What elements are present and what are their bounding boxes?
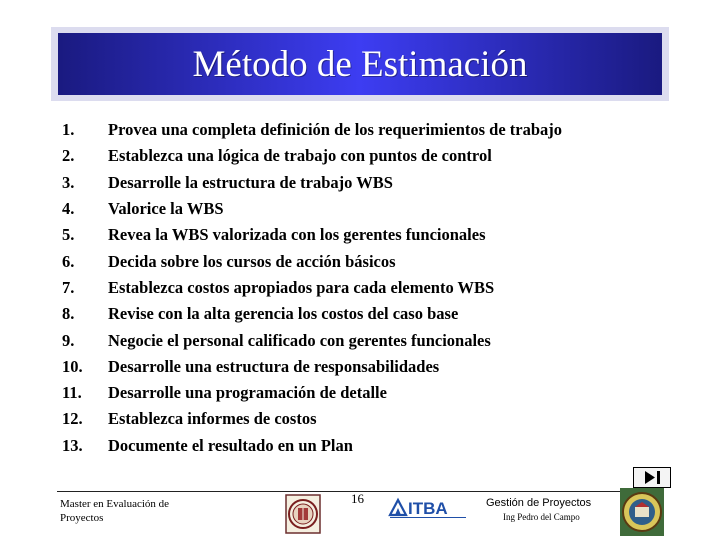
step-number: 2. <box>62 146 75 166</box>
skip-to-end-icon <box>641 470 663 485</box>
step-number: 11. <box>62 383 82 403</box>
steps-list <box>62 117 682 459</box>
step-item <box>62 433 682 459</box>
title-bar <box>58 33 662 95</box>
step-number: 9. <box>62 330 75 350</box>
step-text: Decida sobre los cursos de acción básicos <box>108 251 396 271</box>
step-number: 3. <box>62 172 75 192</box>
step-item <box>62 354 682 380</box>
author-name: Ing Pedro del Campo <box>503 512 580 522</box>
step-text: Establezca costos apropiados para cada elemento WBS <box>108 277 495 297</box>
skip-to-end-button[interactable] <box>633 467 671 488</box>
step-item <box>62 327 682 353</box>
step-text: Establezca una lógica de trabajo con puntos de control <box>108 146 492 166</box>
step-item <box>62 248 682 274</box>
university-seal-icon <box>285 494 321 534</box>
step-item <box>62 170 682 196</box>
step-item <box>62 196 682 222</box>
itba-logo-text: ITBA <box>408 499 448 518</box>
step-number: 8. <box>62 304 75 324</box>
step-text: Desarrolle la estructura de trabajo WBS <box>108 172 393 192</box>
footer-program <box>60 497 200 525</box>
slide-title: Método de Estimación <box>192 43 528 85</box>
step-number: 4. <box>62 199 75 219</box>
page-number: 16 <box>351 491 364 506</box>
step-text: Desarrolle una programación de detalle <box>108 383 387 403</box>
step-item <box>62 275 682 301</box>
step-text: Revea la WBS valorizada con los gerentes funcionales <box>108 225 486 245</box>
step-number: 12. <box>62 409 83 429</box>
step-text: Desarrolle una estructura de responsabilidades <box>108 356 440 376</box>
title-frame <box>51 27 669 101</box>
course-title: Gestión de Proyectos <box>486 497 592 509</box>
step-number: 6. <box>62 251 75 271</box>
step-item <box>62 222 682 248</box>
step-number: 10. <box>62 356 83 376</box>
step-item <box>62 380 682 406</box>
step-number: 7. <box>62 277 75 297</box>
step-text: Establezca informes de costos <box>108 409 317 429</box>
step-text: Negocie el personal calificado con gerentes funcionales <box>108 330 491 350</box>
step-text: Documente el resultado en un Plan <box>108 435 353 455</box>
step-number: 5. <box>62 225 75 245</box>
step-text: Revise con la alta gerencia los costos del caso base <box>108 304 459 324</box>
step-number: 13. <box>62 435 83 455</box>
step-item <box>62 117 682 143</box>
footer-program-line1: Master en Evaluación de <box>60 498 170 510</box>
itba-logo <box>388 497 468 519</box>
step-number: 1. <box>62 120 75 140</box>
step-item <box>62 406 682 432</box>
step-item <box>62 143 682 169</box>
step-text: Valorice la WBS <box>108 199 224 219</box>
step-item <box>62 301 682 327</box>
crest-icon <box>620 488 664 536</box>
step-text: Provea una completa definición de los requerimientos de trabajo <box>108 120 563 140</box>
footer-program-line2: Proyectos <box>60 512 104 524</box>
